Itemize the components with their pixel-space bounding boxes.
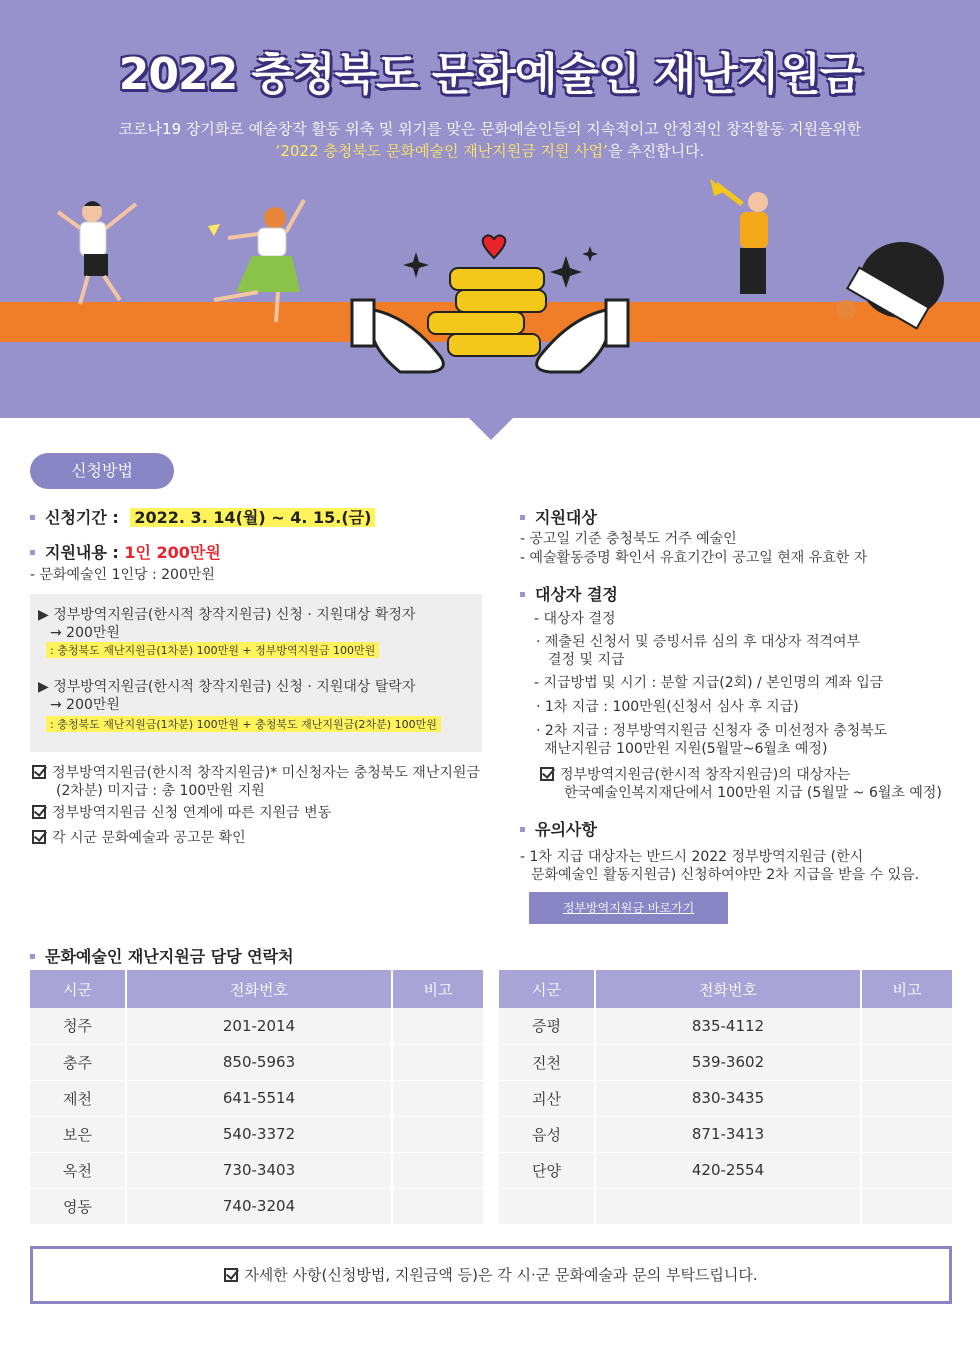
checkbox-icon xyxy=(32,765,46,779)
hero-subtitle xyxy=(0,118,980,162)
note-cell xyxy=(392,1188,483,1224)
phone-cell: 830-3435 xyxy=(595,1080,861,1116)
table-row xyxy=(499,1044,952,1080)
phone-cell: 850-5963 xyxy=(126,1044,392,1080)
checkbox-icon xyxy=(224,1268,238,1282)
check-text-2: 정부방역지원금 신청 연계에 따른 지원금 변동 xyxy=(52,805,332,821)
note-cell xyxy=(861,1080,952,1116)
table-header-row xyxy=(499,970,952,1008)
header-note: 비고 xyxy=(861,970,952,1008)
contacts-table-left xyxy=(30,970,483,1225)
decision-line-5: · 1차 지급 : 100만원(신청서 심사 후 지급) xyxy=(536,699,799,715)
table-row xyxy=(30,1044,483,1080)
header-note: 비고 xyxy=(392,970,483,1008)
city-cell: 옥천 xyxy=(30,1152,126,1188)
check-item-3 xyxy=(32,829,246,848)
decision-line-7: 재난지원금 100만원 지원(5월말~6월초 예정) xyxy=(544,741,828,757)
table-row xyxy=(499,1008,952,1044)
decision-heading xyxy=(520,582,618,605)
bullet-icon xyxy=(520,592,525,597)
phone-cell: 539-3602 xyxy=(595,1044,861,1080)
bullet-icon xyxy=(520,827,525,832)
note-cell xyxy=(392,1152,483,1188)
decision-line-2: · 제출된 신청서 및 증빙서류 심의 후 대상자 적격여부 xyxy=(536,634,861,650)
check-text-1: 정부방역지원금(한시적 창작지원금)* 미신청자는 충청북도 재난지원금 xyxy=(52,765,480,781)
hero-subtitle-rest: 을 추진합니다. xyxy=(607,142,705,160)
trumpet-player-illustration xyxy=(710,178,768,294)
decision-line-4: - 지급방법 및 시기 : 분할 지급(2회) / 본인명의 계좌 입금 xyxy=(534,675,884,691)
table-row xyxy=(499,1152,952,1188)
hero-banner xyxy=(0,0,980,418)
bullet-icon xyxy=(30,515,35,520)
case1-note: : 충청북도 재난지원금(1차분) 100만원 + 정부방역지원금 100만원 xyxy=(46,642,379,658)
table-row xyxy=(30,1116,483,1152)
header-phone: 전화번호 xyxy=(595,970,861,1008)
target-line-1: - 공고일 기준 충청북도 거주 예술인 xyxy=(520,531,737,547)
bullet-icon xyxy=(520,515,525,520)
note-cell xyxy=(392,1044,483,1080)
city-cell: 단양 xyxy=(499,1152,595,1188)
caution-heading xyxy=(520,817,597,840)
check-item-1-cont: (2차분) 미지급 : 총 100만원 지원 xyxy=(56,783,265,799)
note-cell xyxy=(392,1080,483,1116)
city-cell: 음성 xyxy=(499,1116,595,1152)
note-cell xyxy=(392,1008,483,1044)
city-cell: 증평 xyxy=(499,1008,595,1044)
section-label-apply: 신청방법 xyxy=(30,453,174,489)
note-cell xyxy=(861,1152,952,1188)
caution-line-2: 문화예술인 활동지원금) 신청하여야만 2차 지급을 받을 수 있음. xyxy=(531,867,920,883)
content-row xyxy=(30,540,221,563)
header-city: 시군 xyxy=(30,970,126,1008)
check-item-1 xyxy=(32,764,480,783)
target-line-2: - 예술활동증명 확인서 유효기간이 공고일 현재 유효한 자 xyxy=(520,550,868,566)
decision-line-3: 결정 및 지급 xyxy=(548,652,625,668)
phone-cell: 540-3372 xyxy=(126,1116,392,1152)
header-city: 시군 xyxy=(499,970,595,1008)
contacts-table-right xyxy=(499,970,952,1225)
decision-check-cont: 한국예술인복지재단에서 100만원 지급 (5월말 ~ 6월초 예정) xyxy=(564,785,942,801)
case2-title: ▶ 정부방역지원금(한시적 창작지원금) 신청 · 지원대상 탈락자 xyxy=(38,679,416,695)
checkbox-icon xyxy=(540,767,554,781)
city-cell: 진천 xyxy=(499,1044,595,1080)
case2-note: : 충청북도 재난지원금(1차분) 100만원 + 충청북도 재난지원금(2차분) 100만원 xyxy=(46,716,441,732)
target-heading xyxy=(520,505,597,528)
table-row xyxy=(30,1152,483,1188)
period-value: 2022. 3. 14(월) ~ 4. 15.(금) xyxy=(130,508,375,527)
contacts-title: 문화예술인 재난지원금 담당 연락처 xyxy=(45,947,294,966)
city-cell: 보은 xyxy=(30,1116,126,1152)
decision-check-text: 정부방역지원금(한시적 창작지원금)의 대상자는 xyxy=(560,767,851,783)
per-person-text: - 문화예술인 1인당 : 200만원 xyxy=(30,567,215,583)
phone-cell: 201-2014 xyxy=(126,1008,392,1044)
city-cell: 청주 xyxy=(30,1008,126,1044)
case1-title: ▶ 정부방역지원금(한시적 창작지원금) 신청 · 지원대상 확정자 xyxy=(38,607,416,623)
bullet-icon xyxy=(30,550,35,555)
case1-amount: → 200만원 xyxy=(50,625,120,641)
footer-note-text: 자세한 사항(신청방법, 지원금액 등)은 각 시·군 문화예술과 문의 부탁드립니다. xyxy=(244,1266,758,1284)
table-row xyxy=(30,1080,483,1116)
table-row xyxy=(30,1188,483,1224)
hero-subtitle-highlight: ‘2022 충청북도 문화예술인 재난지원금 지원 사업’ xyxy=(275,142,608,160)
table-row xyxy=(499,1188,952,1224)
bullet-icon xyxy=(30,954,35,959)
period-row xyxy=(30,505,375,528)
decision-line-1: - 대상자 결정 xyxy=(534,611,616,627)
page-title: 2022 충청북도 문화예술인 재난지원금 xyxy=(118,49,862,100)
checkbox-icon xyxy=(32,805,46,819)
phone-cell: 730-3403 xyxy=(126,1152,392,1188)
target-title: 지원대상 xyxy=(535,508,597,527)
content-label: 지원내용 : xyxy=(45,543,119,562)
hero-down-arrow xyxy=(467,416,515,440)
dancer-woman-illustration xyxy=(208,200,304,322)
check-text-3: 각 시군 문화예술과 공고문 확인 xyxy=(52,830,246,846)
phone-cell: 871-3413 xyxy=(595,1116,861,1152)
table-row xyxy=(499,1080,952,1116)
note-cell xyxy=(861,1008,952,1044)
caution-line-1: - 1차 지급 대상자는 반드시 2022 정부방역지원금 (한시 xyxy=(520,849,864,865)
table-row xyxy=(30,1008,483,1044)
piano-illustration xyxy=(836,242,944,328)
note-cell xyxy=(392,1116,483,1152)
phone-cell xyxy=(595,1188,861,1224)
note-cell xyxy=(861,1188,952,1224)
content-value: 1인 200만원 xyxy=(124,543,221,562)
header-phone: 전화번호 xyxy=(126,970,392,1008)
phone-cell: 420-2554 xyxy=(595,1152,861,1188)
decision-check xyxy=(540,766,850,785)
phone-cell: 641-5514 xyxy=(126,1080,392,1116)
contacts-heading xyxy=(30,944,294,967)
phone-cell: 835-4112 xyxy=(595,1008,861,1044)
quarantine-support-link-button[interactable]: 정부방역지원금 바로가기 xyxy=(529,892,728,924)
city-cell: 제천 xyxy=(30,1080,126,1116)
decision-title: 대상자 결정 xyxy=(535,585,618,604)
note-cell xyxy=(861,1116,952,1152)
note-cell xyxy=(861,1044,952,1080)
caution-title: 유의사항 xyxy=(535,820,597,839)
city-cell: 충주 xyxy=(30,1044,126,1080)
checkbox-icon xyxy=(32,830,46,844)
phone-cell: 740-3204 xyxy=(126,1188,392,1224)
table-row xyxy=(499,1116,952,1152)
city-cell: 괴산 xyxy=(499,1080,595,1116)
check-item-2 xyxy=(32,804,331,823)
table-header-row xyxy=(30,970,483,1008)
hero-subtitle-line1: 코로나19 장기화로 예술창작 활동 위축 및 위기를 맞은 문화예술인들의 지속적이고 안정적인 창작활동 지원을위한 xyxy=(118,120,862,138)
footer-note-box xyxy=(30,1246,952,1304)
case2-amount: → 200만원 xyxy=(50,697,120,713)
city-cell xyxy=(499,1188,595,1224)
decision-line-6: · 2차 지급 : 정부방역지원금 신청자 중 미선정자 충청북도 xyxy=(536,723,888,739)
period-label: 신청기간 : xyxy=(45,508,119,527)
hero-subtitle-line2 xyxy=(0,140,980,162)
dancer-man-illustration xyxy=(58,201,136,304)
city-cell: 영동 xyxy=(30,1188,126,1224)
coin-stack-illustration xyxy=(428,268,546,356)
